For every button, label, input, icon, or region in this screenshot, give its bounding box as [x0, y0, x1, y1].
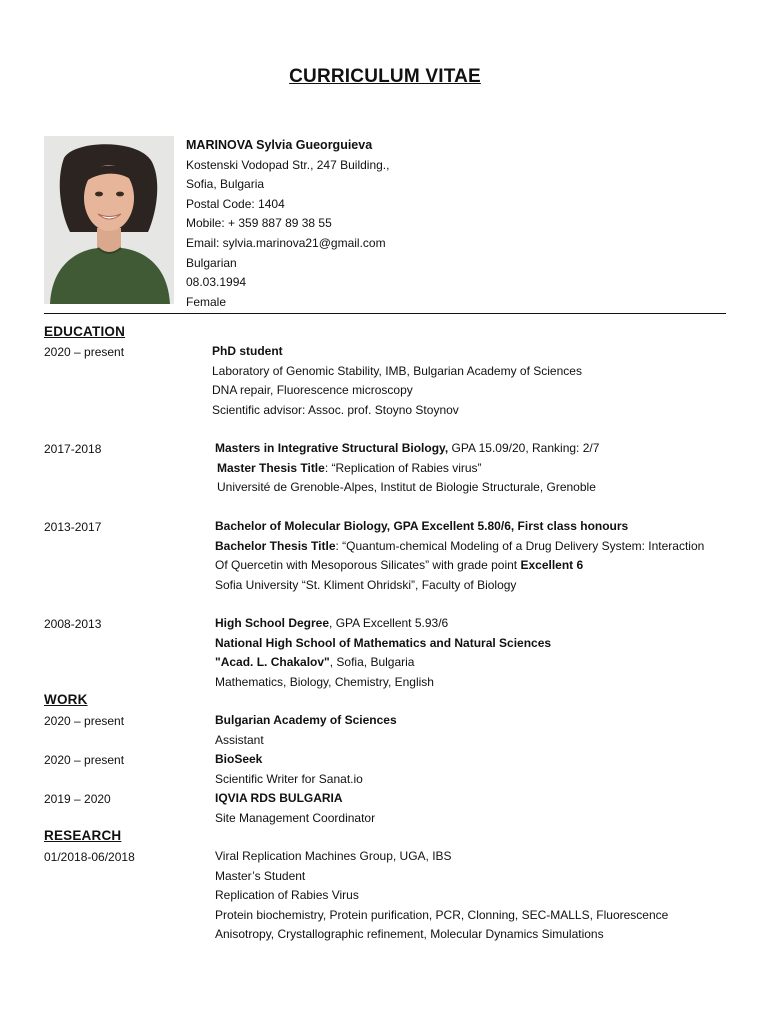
school-name: National High School of Mathematics and Natural Sciences	[215, 635, 552, 650]
work-date-3: 2019 – 2020	[44, 792, 111, 806]
phd-topic: DNA repair, Fluorescence microscopy	[212, 383, 413, 397]
work-org-3: IQVIA RDS BULGARIA	[215, 791, 343, 805]
masters-gpa: GPA 15.09/20, Ranking: 2/7	[448, 441, 600, 455]
school-subjects: Mathematics, Biology, Chemistry, English	[215, 674, 434, 689]
personal-details	[186, 136, 389, 312]
document-title: CURRICULUM VITAE	[289, 66, 481, 87]
header-divider	[44, 313, 726, 314]
work-org-2: BioSeek	[215, 752, 263, 766]
masters-thesis-line	[215, 459, 599, 479]
research-line-1: Viral Replication Machines Group, UGA, IBS	[215, 849, 452, 863]
phd-advisor: Scientific advisor: Assoc. prof. Stoyno Stoynov	[212, 402, 459, 417]
school-city: , Sofia, Bulgaria	[329, 655, 415, 669]
school-name-2: "Acad. L. Chakalov"	[215, 655, 330, 669]
school-degree-line	[215, 614, 551, 634]
work-date-2: 2020 – present	[44, 753, 125, 767]
research-line-5: Anisotropy, Crystallographic refinement, Molecular Dynamics Simulations	[215, 927, 604, 941]
work-role-2: Scientific Writer for Sanat.io	[215, 771, 363, 786]
work-entry-3	[215, 789, 375, 828]
research-line-4: Protein biochemistry, Protein purification, PCR, Clonning, SEC-MALLS, Fluorescence	[215, 907, 669, 922]
work-entry-1	[215, 711, 397, 750]
address-line-1: Kostenski Vodopad Str., 247 Building.,	[186, 157, 390, 172]
research-heading: RESEARCH	[44, 828, 122, 843]
bachelor-entry	[215, 517, 704, 595]
bachelor-thesis-label: Bachelor Thesis Title	[215, 538, 336, 553]
masters-thesis-label: Master Thesis Title	[217, 460, 325, 475]
work-role-1: Assistant	[215, 732, 264, 747]
work-date-1: 2020 – present	[44, 714, 125, 728]
portrait-photo	[44, 136, 174, 304]
masters-degree-line	[215, 439, 599, 459]
nationality: Bulgarian	[186, 255, 237, 270]
email-address: Email: sylvia.marinova21@gmail.com	[186, 235, 386, 250]
masters-institution: Université de Grenoble-Alpes, Institut de Biologie Structurale, Grenoble	[217, 480, 596, 494]
birth-date: 08.03.1994	[186, 275, 247, 290]
masters-entry	[215, 439, 599, 498]
phd-entry	[212, 342, 582, 420]
school-entry	[215, 614, 551, 692]
masters-degree: Masters in Integrative Structural Biology,	[215, 441, 449, 455]
address-line-2: Sofia, Bulgaria	[186, 177, 265, 192]
masters-thesis-title: : “Replication of Rabies virus”	[324, 460, 482, 475]
bachelor-thesis-line	[215, 537, 704, 557]
full-name: MARINOVA Sylvia Gueorguieva	[186, 138, 373, 152]
education-heading: EDUCATION	[44, 324, 126, 339]
masters-date: 2017-2018	[44, 442, 102, 456]
bachelor-thesis-title-2: Of Quercetin with Mesoporous Silicates” with grade point	[215, 558, 521, 572]
research-line-2: Master’s Student	[215, 868, 306, 883]
bachelor-institution: Sofia University “St. Kliment Ohridski”, Faculty of Biology	[215, 577, 517, 592]
work-heading: WORK	[44, 692, 88, 707]
school-name-line-2	[215, 653, 551, 673]
phd-title: PhD student	[212, 344, 283, 358]
gender: Female	[186, 294, 227, 309]
research-date: 01/2018-06/2018	[44, 850, 135, 864]
school-degree: High School Degree	[215, 616, 330, 630]
school-date: 2008-2013	[44, 617, 102, 631]
postal-code: Postal Code: 1404	[186, 196, 285, 211]
research-entry	[215, 847, 668, 945]
work-entry-2	[215, 750, 363, 789]
work-org-1: Bulgarian Academy of Sciences	[215, 713, 397, 727]
phd-date: 2020 – present	[44, 345, 125, 359]
bachelor-thesis-grade: Excellent 6	[520, 558, 584, 572]
research-line-3: Replication of Rabies Virus	[215, 888, 359, 902]
school-gpa: , GPA Excellent 5.93/6	[329, 616, 449, 630]
work-role-3: Site Management Coordinator	[215, 810, 376, 825]
phd-lab: Laboratory of Genomic Stability, IMB, Bulgarian Academy of Sciences	[212, 363, 582, 378]
bachelor-degree: Bachelor of Molecular Biology, GPA Excellent 5.80/6, First class honours	[215, 519, 629, 533]
portrait-illustration	[44, 136, 174, 304]
bachelor-date: 2013-2017	[44, 520, 102, 534]
mobile-number: Mobile: + 359 887 89 38 55	[186, 216, 332, 231]
bachelor-thesis-title: : “Quantum-chemical Modeling of a Drug Delivery System: Interaction	[335, 538, 705, 553]
bachelor-thesis-line-2	[215, 556, 704, 576]
